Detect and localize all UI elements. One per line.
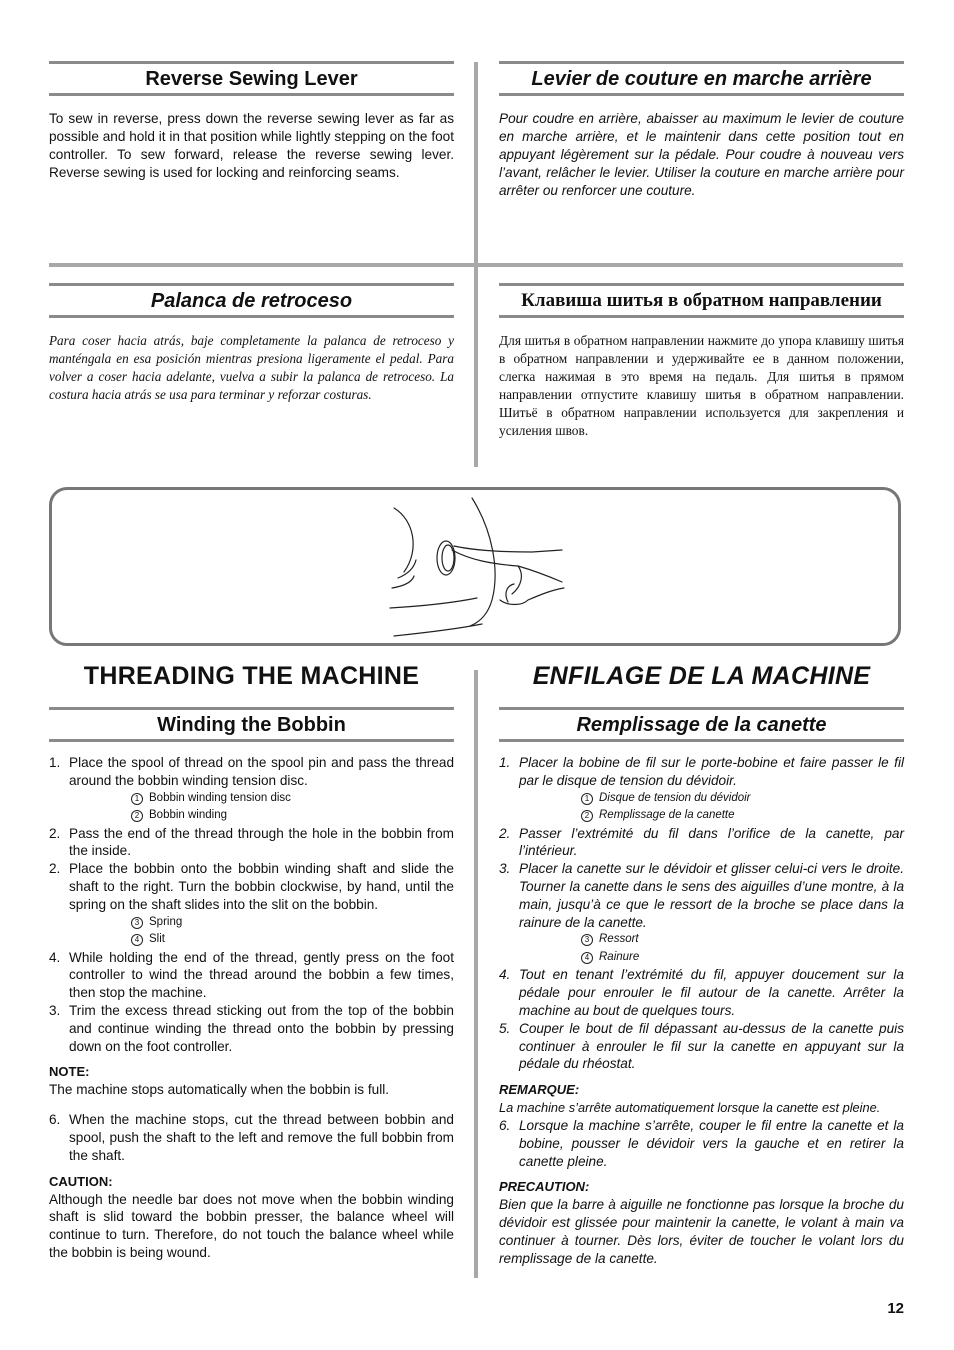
note-label: REMARQUE: xyxy=(499,1082,580,1098)
section-title: Palanca de retroceso xyxy=(49,283,454,318)
caution-label: CAUTION: xyxy=(49,1173,113,1189)
section-text: Для шитья в обратном направлении нажмите до упора клавишу шитья в обратном направлении и удерживайте ее в данном положении, слегка нажимая в это время на педаль. Для шитья в прямом направлении отпустите клавишу шитья в обратном направлении. Шитьё в обратном направлении используется для закрепления и усиления швов. xyxy=(499,333,904,438)
caution-label: PRECAUTION: xyxy=(499,1179,590,1195)
callout-item: 1 Bobbin winding tension disc xyxy=(49,790,454,808)
step-item: 6. When the machine stops, cut the thread between bobbin and spool, push the shaft to the left and remove the full bobbin from the shaft. xyxy=(49,1112,454,1163)
caution-text: Bien que la barre à aiguille ne fonctionne pas lorsque la broche du dévidoir est glissée pour maintenir la canette, le volant à main va continuer à tourner. Dès lors, éviter de toucher le volant lors du remplissage de la canette. xyxy=(499,1197,904,1266)
winding-bobbin-en xyxy=(49,707,454,1262)
section-text: To sew in reverse, press down the reverse sewing lever as far as possible and hold it in that position while lightly stepping on the foot controller. To sew forward, release the reverse sewing lever. Reverse sewing is used for locking and reinforcing seams. xyxy=(49,111,454,180)
column-divider-bottom xyxy=(474,670,478,1278)
winding-subheading: Remplissage de la canette xyxy=(499,707,904,742)
section-text: Pour coudre en arrière, abaisser au maximum le levier de couture en marche arrière, et le maintenir dans cette position tout en appuyant légèrement sur la pédale. Pour coudre à nouveau vers l’avant, relâcher le levier. Utiliser la couture en marche arrière pour arrêter ou renforcer une couture. xyxy=(499,111,904,198)
note-text: La machine s’arrête automatiquement lorsque la canette est pleine. xyxy=(499,1100,881,1116)
section-text: Para coser hacia atrás, baje completamente la palanca de retroceso y manténgala en esa posición mientras presiona ligeramente el pedal. Para volver a coser hacia adelante, vuelva a subir la palanca de retroceso. La costura hacia atrás se usa para terminar y reforzar costuras. xyxy=(49,333,454,402)
callout-item: 2 Bobbin winding xyxy=(49,807,454,825)
reverse-lever-illustration xyxy=(49,487,901,646)
winding-subheading: Winding the Bobbin xyxy=(49,707,454,742)
step-item: 2. Place the bobbin onto the bobbin winding shaft and slide the shaft to the right. Turn the bobbin clockwise, by hand, until the spring on the shaft slides into the slit on the bobbin. xyxy=(49,861,454,912)
section-reverse-ru xyxy=(499,283,904,440)
step-item: 5. Couper le bout de fil dépassant au-dessus de la canette puis continuer à enrouler le fil sur la canette en appuyant sur la pédale du rhéostat. xyxy=(499,1020,904,1072)
section-reverse-es xyxy=(49,283,454,404)
caution-text: Although the needle bar does not move when the bobbin winding shaft is slid toward the bobbin presser, the balance wheel will continue to turn. Therefore, do not touch the balance wheel while the bobbin is being wound. xyxy=(49,1191,454,1260)
step-item: 3. Placer la canette sur le dévidoir et glisser celui-ci vers le droite. Tourner la canette dans le sens des aiguilles d’une montre, à la main, jusqu’à ce que le ressort de la broche se place dans la rainure de la canette. xyxy=(499,861,904,930)
note-label: NOTE: xyxy=(49,1064,90,1080)
threading-heading-en: THREADING THE MACHINE xyxy=(83,662,420,690)
step-item: 1. Placer la bobine de fil sur le porte-bobine et faire passer le fil par le disque de tension du dévidoir. xyxy=(499,755,904,788)
callout-item: 3 Ressort xyxy=(499,931,904,949)
threading-heading-fr: ENFILAGE DE LA MACHINE xyxy=(532,662,871,690)
step-item: 6. Lorsque la machine s’arrête, couper le fil entre la canette et la bobine, pousser le dévidoir vers la gauche et en retirer la canette pleine. xyxy=(499,1117,904,1169)
hand-pressing-lever-drawing xyxy=(52,490,898,643)
callout-item: 2 Remplissage de la canette xyxy=(499,807,904,825)
step-item: 4. Tout en tenant l’extrémité du fil, appuyer doucement sur la pédale pour enrouler le fil autour de la canette. Arrêter la machine au bout de quelques tours. xyxy=(499,967,904,1018)
section-title: Levier de couture en marche arrière xyxy=(499,61,904,96)
callout-item: 3 Spring xyxy=(49,914,454,932)
section-title: Клавиша шитья в обратном направлении xyxy=(499,283,904,318)
section-reverse-en xyxy=(49,61,454,182)
section-reverse-fr xyxy=(499,61,904,200)
callout-item: 1 Disque de tension du dévidoir xyxy=(499,790,904,808)
step-item: 3. Trim the excess thread sticking out from the top of the bobbin and continue winding the thread onto the bobbin by pressing down on the foot controller. xyxy=(49,1002,454,1054)
row-divider xyxy=(49,263,903,267)
callout-item: 4 Rainure xyxy=(499,949,904,967)
step-item: 1. Place the spool of thread on the spool pin and pass the thread around the bobbin winding tension disc. xyxy=(49,755,454,788)
page-number: 12 xyxy=(887,1300,904,1317)
callout-item: 4 Slit xyxy=(49,931,454,949)
section-title: Reverse Sewing Lever xyxy=(49,61,454,96)
step-item: 2. Pass the end of the thread through the hole in the bobbin from the inside. xyxy=(49,825,454,859)
step-item: 2. Passer l’extrémité du fil dans l’orifice de la canette, par l’intérieur. xyxy=(499,825,904,859)
note-text: The machine stops automatically when the bobbin is full. xyxy=(49,1082,390,1098)
winding-bobbin-fr xyxy=(499,707,904,1268)
step-item: 4. While holding the end of the thread, gently press on the foot controller to wind the thread around the bobbin a few times, then stop the machine. xyxy=(49,949,454,1001)
